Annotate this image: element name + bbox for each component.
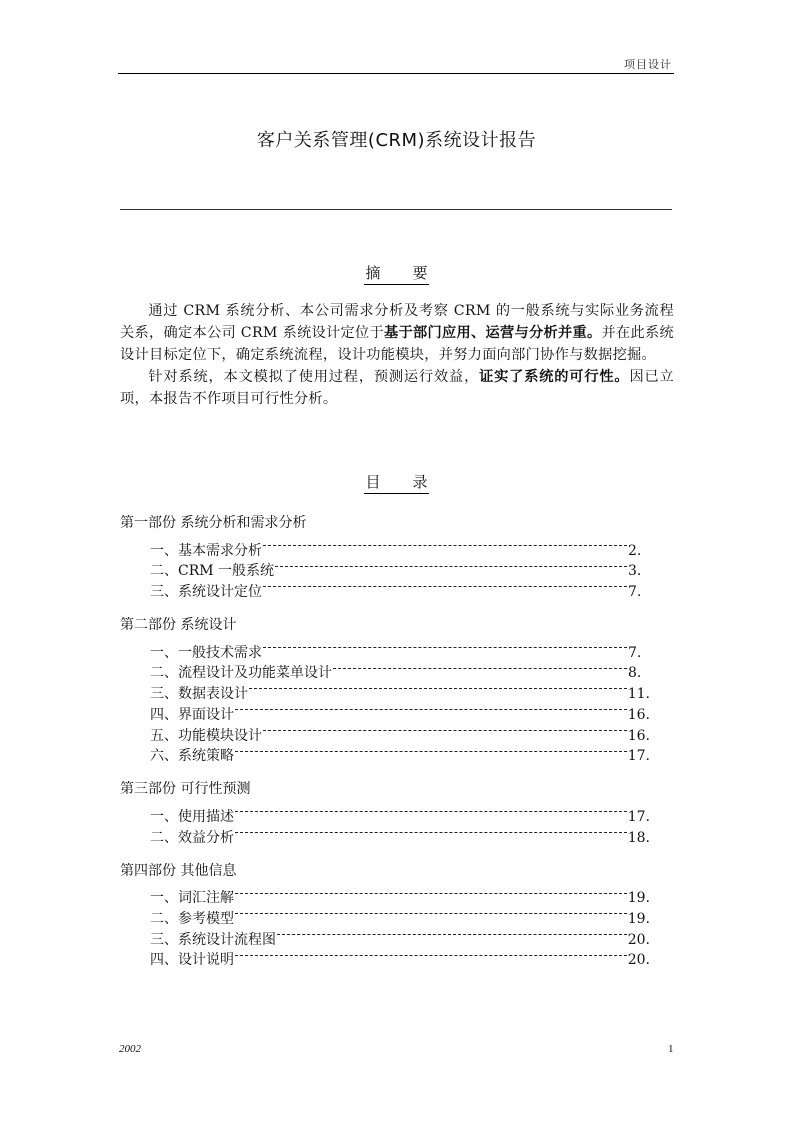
toc-page-number: 17. (627, 748, 650, 765)
abstract-text: 因已立项，本报告不作项目可行性分析。 (120, 369, 674, 407)
toc-leader (235, 882, 627, 903)
abstract-text: 通过 CRM 系统分析、本公司需求分析及考察 CRM 的一般系统与实际业务流程关系，确定本公司 CRM 系统设计定位于 (120, 303, 674, 341)
toc-entry[interactable] (120, 882, 650, 907)
running-header: 项目设计 (624, 58, 672, 71)
toc-page-number: 16. (627, 727, 650, 744)
abstract-paragraph (120, 300, 674, 366)
toc-entry-label: 三、系统设计定位 (150, 584, 262, 601)
toc-leader (235, 800, 627, 821)
title-rule (120, 209, 672, 210)
toc-leader (235, 944, 627, 965)
toc-heading-text (364, 471, 428, 494)
toc-entry-label: 一、一般技术需求 (150, 644, 262, 661)
toc-page-number: 19. (627, 890, 650, 907)
toc-page-number: 20. (627, 931, 650, 948)
toc-leader (263, 575, 627, 596)
toc-entry-label: 一、词汇注解 (150, 890, 234, 907)
toc-page-number: 7. (628, 584, 642, 601)
abstract-body (120, 300, 674, 410)
toc-heading (0, 471, 793, 494)
toc-leader (333, 657, 627, 678)
abstract-emphasis: 基于部门应用、运营与分析并重。 (384, 325, 602, 341)
toc-part-2 (120, 615, 650, 765)
abstract-heading (0, 262, 793, 285)
toc-page-number: 20. (627, 952, 650, 969)
toc-entry-label: 四、设计说明 (150, 952, 234, 969)
toc-leader (235, 740, 627, 761)
toc-leader (263, 719, 627, 740)
toc-page-number: 16. (627, 706, 650, 723)
footer-year: 2002 (119, 1043, 141, 1055)
heading-gap (381, 277, 413, 278)
footer-page-number: 1 (668, 1043, 674, 1055)
toc-leader (263, 534, 627, 555)
toc-leader (235, 902, 627, 923)
toc-part-1 (120, 513, 650, 601)
header-rule (118, 73, 674, 74)
document-title: 客户关系管理(CRM)系统设计报告 (256, 130, 537, 151)
toc-page-number: 7. (628, 644, 642, 661)
toc-page-number: 8. (628, 665, 642, 682)
toc-entry[interactable] (120, 636, 650, 661)
toc-leader (235, 821, 627, 842)
abstract-heading-char-1: 摘 (365, 264, 381, 282)
toc-leader (249, 677, 627, 698)
toc-page-number: 3. (628, 563, 642, 580)
toc-entry-label: 一、基本需求分析 (150, 542, 262, 559)
toc-entry-label: 四、界面设计 (150, 706, 234, 723)
abstract-heading-char-2: 要 (412, 264, 428, 282)
toc-entry-label: 五、功能模块设计 (150, 727, 262, 744)
toc-leader (277, 923, 627, 944)
toc-entry-label: 二、CRM 一般系统 (150, 563, 275, 580)
toc-part-title: 第四部份 其他信息 (120, 862, 237, 879)
toc-entry-label: 三、系统设计流程图 (150, 931, 276, 948)
toc-heading-char-1: 目 (365, 473, 381, 491)
toc-entry[interactable] (120, 800, 650, 825)
toc-part-title: 第一部份 系统分析和需求分析 (120, 515, 307, 531)
toc-entry-label: 六、系统策略 (150, 748, 234, 765)
toc-entry-label: 二、效益分析 (150, 829, 234, 846)
table-of-contents (120, 513, 650, 983)
toc-part-4 (120, 861, 650, 969)
toc-page-number: 19. (627, 910, 650, 927)
abstract-text: 并在此系统设计目标定位下，确定系统流程，设计功能模块，并努力面向部门协作与数据挖掘。 (120, 325, 674, 363)
toc-entry-label: 二、参考模型 (150, 910, 234, 927)
abstract-text: 针对系统，本文模拟了使用过程，预测运行效益， (148, 369, 480, 385)
abstract-heading-text (364, 262, 428, 285)
abstract-emphasis: 证实了系统的可行性。 (479, 369, 630, 385)
toc-entry-label: 一、使用描述 (150, 808, 234, 825)
toc-heading-char-2: 录 (412, 473, 428, 491)
toc-part-title: 第二部份 系统设计 (120, 617, 237, 634)
toc-page-number: 17. (627, 808, 650, 825)
toc-leader (235, 698, 627, 719)
toc-leader (263, 636, 627, 657)
abstract-paragraph (120, 366, 674, 410)
toc-entry[interactable] (120, 534, 650, 559)
toc-entry-label: 二、流程设计及功能菜单设计 (150, 665, 332, 682)
toc-part-3 (120, 779, 650, 846)
toc-page-number: 11. (627, 686, 650, 703)
toc-leader (275, 555, 627, 576)
toc-page-number: 2. (628, 542, 642, 559)
heading-gap (381, 486, 413, 487)
toc-part-title: 第三部份 可行性预测 (120, 781, 251, 798)
toc-page-number: 18. (627, 829, 650, 846)
toc-entry-label: 三、数据表设计 (150, 686, 248, 703)
